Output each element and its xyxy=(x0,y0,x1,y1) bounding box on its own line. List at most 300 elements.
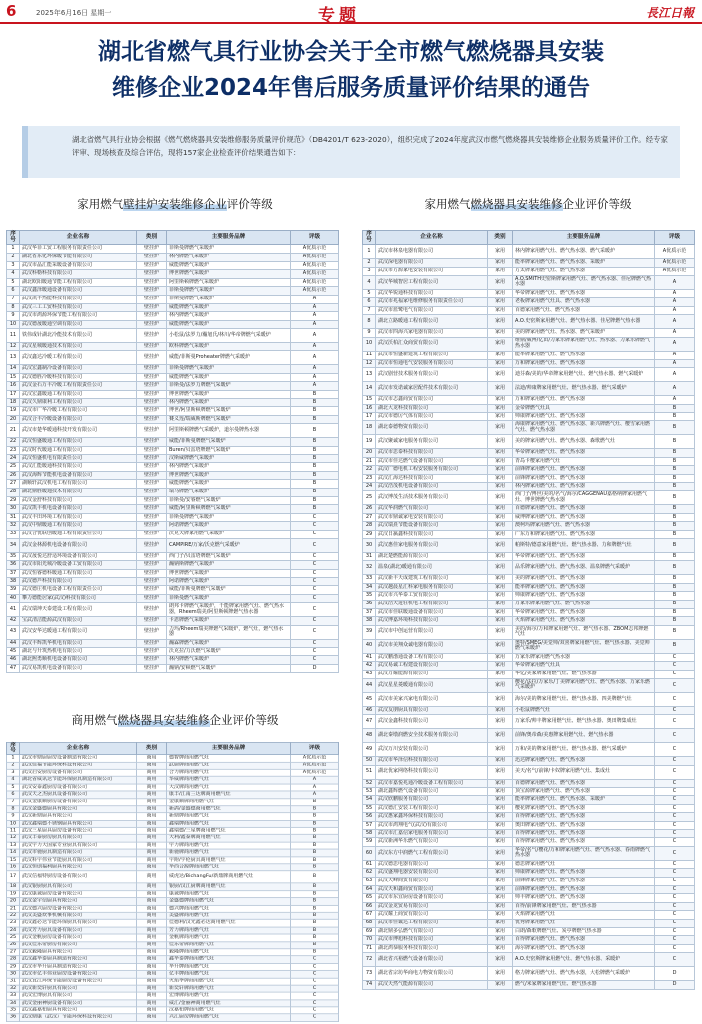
cell-index: 22 xyxy=(7,438,20,446)
cell-company: 武汉新丰天成建筑工程有限公司 xyxy=(376,575,488,583)
table-row xyxy=(363,830,695,838)
cell-index: 36 xyxy=(363,600,376,608)
cell-rating: C xyxy=(291,617,339,625)
cell-brand: 燃气/米家牌家用燃气灶、燃气热水器 xyxy=(513,981,655,989)
cell-category: 家用 xyxy=(488,706,513,714)
cell-index: 7 xyxy=(7,295,20,303)
cell-index: 30 xyxy=(363,539,376,553)
table-row xyxy=(7,480,339,488)
cell-category: 家用 xyxy=(488,435,513,449)
household-section-title: 家用燃气燃烧器具安装维修企业评价等级 xyxy=(424,197,632,211)
cell-rating: B xyxy=(655,608,695,616)
cell-index: 1 xyxy=(363,245,376,259)
cell-index: 28 xyxy=(363,522,376,530)
cell-index: 37 xyxy=(7,569,20,577)
cell-company: 武汉市楚华暖通科技开发有限公司 xyxy=(20,424,137,438)
cell-rating: C xyxy=(655,670,695,678)
cell-rating: B xyxy=(291,390,339,398)
cell-company: 武汉宇力大国家专业厨具有限公司 xyxy=(20,842,137,849)
commercial-section-title: 商用燃气燃烧器具安装维修企业评价等级 xyxy=(71,713,279,727)
cell-index: 25 xyxy=(7,934,20,941)
cell-company: 武汉宏鑫暖通工程有限公司 xyxy=(20,390,137,398)
cell-brand: 威能/菲斯曼Proheater牌燃气采暖炉 xyxy=(167,351,291,365)
col-brand: 主要服务品牌 xyxy=(167,742,291,754)
cell-rating: B xyxy=(291,857,339,864)
cell-rating: C xyxy=(291,569,339,577)
cell-index: 73 xyxy=(363,967,376,981)
table-row xyxy=(363,617,695,625)
cell-company: 武汉鑫华泰厨具制造有限公司 xyxy=(20,956,137,963)
cell-rating: B xyxy=(655,639,695,653)
cell-rating: C xyxy=(655,902,695,910)
cell-brand: 品乐牌家用燃气灶、燃气热水器、温泉牌燃气采暖炉 xyxy=(513,561,655,575)
cell-company: 武汉易诚工程建设有限公司 xyxy=(376,662,488,670)
cell-company: 湖北省威讯达节能环保厨具制造有限公司 xyxy=(20,777,137,784)
cell-rating: A优质示范 xyxy=(291,261,339,269)
cell-company: 湖北鸿恭服务科技有限公司 xyxy=(376,944,488,952)
cell-company: 湖北省宗坊华商电力物资有限公司 xyxy=(376,967,488,981)
cell-brand: 博世牌燃气采暖炉 xyxy=(167,390,291,398)
cell-category: 商用 xyxy=(137,949,167,956)
cell-company: 武汉万川安装有限公司 xyxy=(376,743,488,757)
cell-company: 武汉德胜冷暖科技有限公司 xyxy=(20,373,137,381)
cell-brand: 德思牌家用燃气灶 xyxy=(513,860,655,868)
cell-company: 武汉丰辉凯华机电有限公司 xyxy=(20,639,137,647)
cell-company: 武汉鹏渤通设备工程有限公司 xyxy=(376,653,488,661)
cell-category: 商用 xyxy=(137,755,167,762)
table-row xyxy=(7,842,339,849)
cell-category: 壁挂炉 xyxy=(137,438,167,446)
cell-rating: B xyxy=(655,617,695,625)
cell-category: 商用 xyxy=(137,1000,167,1007)
household-table xyxy=(362,230,695,990)
cell-rating: B xyxy=(291,934,339,941)
table-row xyxy=(363,953,695,967)
cell-brand: 能率牌家用燃气灶、燃气热水器 xyxy=(513,351,655,359)
cell-category: 家用 xyxy=(488,306,513,314)
table-row xyxy=(363,513,695,521)
cell-company: 湖北鼎多弘燃气有限公司 xyxy=(376,927,488,935)
table-row xyxy=(363,382,695,396)
table-row xyxy=(7,287,339,295)
cell-rating: B xyxy=(291,835,339,842)
table-row xyxy=(363,692,695,706)
cell-index: 33 xyxy=(7,530,20,538)
cell-index: 19 xyxy=(7,891,20,898)
cell-rating: C xyxy=(655,860,695,868)
table-row xyxy=(363,877,695,885)
cell-rating: B xyxy=(655,539,695,553)
cell-company: 武汉瑞熹节能设备有限公司 xyxy=(376,522,488,530)
cell-rating: A xyxy=(291,784,339,791)
cell-company: 武汉恒盛机电有限责任公司 xyxy=(20,455,137,463)
cell-rating: A xyxy=(655,289,695,297)
cell-index: 2 xyxy=(7,762,20,769)
cell-company: 武汉久鼎康利工程有限公司 xyxy=(20,399,137,407)
col-index: 序号 xyxy=(7,231,20,245)
col-category: 类别 xyxy=(137,742,167,754)
table-row xyxy=(7,561,339,569)
cell-company: 武汉市德厉气体有限公司 xyxy=(376,413,488,421)
cell-rating: B xyxy=(655,466,695,474)
cell-brand: Buren/贝雷塔牌燃气采暖炉 xyxy=(167,446,291,454)
cell-index: 48 xyxy=(363,729,376,743)
cell-index: 24 xyxy=(7,455,20,463)
table-header-row xyxy=(363,231,695,245)
cell-brand: 威能牌燃气采暖炉 xyxy=(167,303,291,311)
cell-index: 17 xyxy=(7,390,20,398)
cell-index: 4 xyxy=(363,275,376,289)
cell-category: 家用 xyxy=(488,561,513,575)
col-category: 类别 xyxy=(137,231,167,245)
cell-category: 壁挂炉 xyxy=(137,569,167,577)
cell-category: 家用 xyxy=(488,575,513,583)
table-row xyxy=(7,594,339,602)
table-row xyxy=(363,259,695,267)
cell-company: 武汉市恒通电气安装服务有限公司 xyxy=(376,359,488,367)
table-row xyxy=(7,934,339,941)
cell-category: 壁挂炉 xyxy=(137,303,167,311)
cell-rating: A xyxy=(655,306,695,314)
cell-category: 壁挂炉 xyxy=(137,496,167,504)
cell-rating: B xyxy=(291,871,339,883)
cell-brand: 卡恩牌燃气采暖炉 xyxy=(167,617,291,625)
cell-brand: 金帝牌燃气灶具 xyxy=(513,404,655,412)
cell-rating: B xyxy=(291,471,339,479)
cell-category: 家用 xyxy=(488,639,513,653)
cell-brand: 德兴牌商用燃气灶 xyxy=(167,905,291,912)
cell-brand: 华威牌商用燃气灶 xyxy=(167,777,291,784)
cell-index: 28 xyxy=(7,488,20,496)
cell-rating: C xyxy=(291,639,339,647)
cell-rating: C xyxy=(291,538,339,552)
cell-index: 28 xyxy=(7,956,20,963)
table-row xyxy=(363,765,695,779)
cell-company: 武汉市华泽信科技有限公司 xyxy=(376,757,488,765)
cell-rating: A xyxy=(655,396,695,404)
cell-company: 武汉聚诚家电服务有限公司 xyxy=(376,435,488,449)
cell-category: 家用 xyxy=(488,592,513,600)
cell-rating: C xyxy=(655,743,695,757)
table-row xyxy=(7,343,339,351)
cell-category: 家用 xyxy=(488,337,513,351)
cell-index: 65 xyxy=(363,894,376,902)
cell-company: 武汉东方中润燃气工程有限公司 xyxy=(376,846,488,860)
cell-category: 壁挂炉 xyxy=(137,471,167,479)
table-row xyxy=(363,779,695,787)
cell-company: 武汉安华达暖通工程有限公司 xyxy=(20,625,137,639)
cell-brand: 威汇/金丽神商用燃气灶 xyxy=(167,1000,291,1007)
cell-rating: A xyxy=(655,298,695,306)
cell-index: 42 xyxy=(363,662,376,670)
cell-rating: C xyxy=(291,578,339,586)
cell-brand: 威能牌燃气采暖炉 xyxy=(167,320,291,328)
cell-category: 家用 xyxy=(488,413,513,421)
headline-line-1: 湖北省燃气具行业协会关于全市燃气燃烧器具安装 xyxy=(98,39,604,65)
cell-brand: 能率牌家用燃气灶、燃气热水器 xyxy=(513,583,655,591)
cell-brand: 华升牌商用燃气灶 xyxy=(167,963,291,970)
cell-category: 家用 xyxy=(488,877,513,885)
cell-rating: C xyxy=(655,715,695,729)
table-row xyxy=(7,871,339,883)
cell-brand: 百得牌家用燃气灶、燃气热水器 xyxy=(513,830,655,838)
cell-category: 家用 xyxy=(488,796,513,804)
cell-index: 20 xyxy=(7,415,20,423)
cell-company: 武汉凯丰机电设备有限公司 xyxy=(20,505,137,513)
cell-category: 家用 xyxy=(488,779,513,787)
cell-category: 壁挂炉 xyxy=(137,373,167,381)
cell-brand: 百得/前锋牌家用燃气灶、燃气热水器 xyxy=(513,902,655,910)
cell-company: 武汉市汇嘉信家电服务有限公司 xyxy=(376,830,488,838)
table-row xyxy=(363,662,695,670)
cell-brand: 火焰季牌商用燃气灶 xyxy=(167,978,291,985)
cell-brand: 瀚钠/安顿燃气采暖炉 xyxy=(167,664,291,672)
cell-company: 武汉市鸿翔电气(武汉)有限公司 xyxy=(376,821,488,829)
cell-brand: 樱花牌家用燃气灶、燃气热水器 xyxy=(513,804,655,812)
cell-brand: 西门子/贝雷塔牌燃气采暖炉 xyxy=(167,552,291,560)
cell-rating: B xyxy=(291,798,339,805)
cell-company: 武汉凯丰热能科技有限公司 xyxy=(20,295,137,303)
cell-index: 53 xyxy=(363,788,376,796)
table-row xyxy=(363,788,695,796)
cell-rating: B xyxy=(291,827,339,834)
cell-index: 34 xyxy=(363,583,376,591)
table-row xyxy=(7,538,339,552)
table-row xyxy=(7,755,339,762)
cell-brand: 大汉牌商用燃气灶 xyxy=(167,784,291,791)
table-row xyxy=(363,466,695,474)
cell-category: 商用 xyxy=(137,813,167,820)
table-row xyxy=(7,312,339,320)
cell-company: 武汉金石万丰冷暖工程有限责任公司 xyxy=(20,382,137,390)
table-row xyxy=(7,1000,339,1007)
cell-index: 34 xyxy=(7,1000,20,1007)
cell-index: 2 xyxy=(363,259,376,267)
cell-index: 51 xyxy=(363,765,376,779)
cell-brand: 菲斯曼牌燃气采暖炉 xyxy=(167,513,291,521)
cell-brand: 百得牌家用燃气灶、燃气热水器 xyxy=(513,838,655,846)
cell-company: 武汉市美翔众诚电器有限公司 xyxy=(376,639,488,653)
cell-company: 武汉鑫必达节能环保厨具有限公司 xyxy=(20,920,137,927)
table-row xyxy=(7,446,339,454)
cell-rating: B xyxy=(291,496,339,504)
cell-category: 商用 xyxy=(137,835,167,842)
cell-rating: B xyxy=(291,463,339,471)
cell-company: 武汉天峰商贸有限公司 xyxy=(376,877,488,885)
cell-brand: 美天/名气/前锋/卡奴牌家用燃气灶、集成灶 xyxy=(513,765,655,779)
cell-company: 武汉市思泰科技有限公司 xyxy=(376,449,488,457)
cell-brand: 前锋牌家用燃气灶、燃气热水器 xyxy=(513,466,655,474)
cell-rating: C xyxy=(291,656,339,664)
table-row xyxy=(7,1014,339,1021)
table-row xyxy=(363,885,695,893)
cell-company: 武汉惠家鑫环保科技有限公司 xyxy=(376,813,488,821)
cell-category: 商用 xyxy=(137,791,167,798)
cell-brand: 汉嘉柏牌商用燃气灶 xyxy=(167,1007,291,1014)
cell-index: 22 xyxy=(363,466,376,474)
cell-company: 武汉康诚厨房设备有限公司 xyxy=(20,891,137,898)
cell-company: 武汉金盛德厨具有限公司 xyxy=(20,806,137,813)
cell-brand: 美的牌家用燃气灶、燃气热水器、森歌燃气灶 xyxy=(513,435,655,449)
cell-category: 商用 xyxy=(137,871,167,883)
table-row xyxy=(7,488,339,496)
cell-brand: 美盛牌商用燃气灶 xyxy=(167,912,291,919)
cell-index: 18 xyxy=(7,883,20,890)
cell-rating: C xyxy=(291,522,339,530)
table-row xyxy=(7,827,339,834)
table-row xyxy=(7,941,339,948)
cell-rating: C xyxy=(655,911,695,919)
cell-company: 武汉华菲工贸工程服务有限责任公司 xyxy=(20,245,137,253)
cell-brand: A.O.史密斯牌家用燃气灶、燃气热水器、采暖炉 xyxy=(513,953,655,967)
table-row xyxy=(7,303,339,311)
cell-brand: 兴汇厨房牌商用燃气灶 xyxy=(167,1014,291,1021)
cell-index: 37 xyxy=(363,608,376,616)
cell-category: 商用 xyxy=(137,777,167,784)
cell-rating: C xyxy=(655,678,695,692)
cell-category: 商用 xyxy=(137,864,167,871)
cell-company: 湖北省东化环保暖节能有限公司 xyxy=(20,253,137,261)
cell-category: 商用 xyxy=(137,912,167,919)
cell-index: 16 xyxy=(7,864,20,871)
cell-rating: A xyxy=(291,791,339,798)
table-row xyxy=(363,491,695,505)
cell-rating: C xyxy=(655,662,695,670)
cell-rating: C xyxy=(291,603,339,617)
cell-rating: B xyxy=(291,883,339,890)
cell-brand: 宇附/宇伦厨具商用燃气灶 xyxy=(167,857,291,864)
cell-rating: B xyxy=(655,561,695,575)
cell-rating: C xyxy=(655,653,695,661)
cell-category: 家用 xyxy=(488,678,513,692)
cell-company: 武汉市兴华泰工贸有限公司 xyxy=(376,592,488,600)
cell-brand: 万家乐牌家用燃气灶、燃气热水器 xyxy=(513,600,655,608)
table-row xyxy=(363,435,695,449)
cell-index: 16 xyxy=(363,404,376,412)
cell-brand: 万和牌家用燃气灶、燃气热水器 xyxy=(513,359,655,367)
page-number: 6 xyxy=(6,2,17,20)
cell-rating: B xyxy=(291,480,339,488)
cell-rating: C xyxy=(655,919,695,927)
cell-index: 57 xyxy=(363,821,376,829)
cell-rating: C xyxy=(655,821,695,829)
table-row xyxy=(363,804,695,812)
cell-rating: C xyxy=(655,894,695,902)
cell-rating: C xyxy=(291,985,339,992)
cell-rating: C xyxy=(291,530,339,538)
cell-company: 武汉鼎康（武汉）节能环保科技有限公司 xyxy=(20,1014,137,1021)
cell-index: 67 xyxy=(363,911,376,919)
cell-category: 商用 xyxy=(137,905,167,912)
cell-brand: 奥特/SMEG/美觉帅/双喜牌家用燃气灶、燃气热水器、美觉帅燃气采暖炉 xyxy=(513,639,655,653)
cell-company: 武汉天和鑫商贸有限公司 xyxy=(376,885,488,893)
cell-brand: 菲斯曼/安睿燃气采暖炉 xyxy=(167,496,291,504)
cell-index: 31 xyxy=(363,553,376,561)
cell-category: 家用 xyxy=(488,298,513,306)
cell-rating: C xyxy=(291,586,339,594)
cell-category: 商用 xyxy=(137,927,167,934)
cell-rating: C xyxy=(655,869,695,877)
cell-brand: 华帝牌家用燃气灶、燃气热水器 xyxy=(513,553,655,561)
cell-brand: 賽义莲/瑞威斯牌燃气采暖炉 xyxy=(167,415,291,423)
table-row xyxy=(7,978,339,985)
cell-index: 22 xyxy=(7,912,20,919)
table-row xyxy=(7,522,339,530)
cell-company: 武汉万耀能源有限公司 xyxy=(376,670,488,678)
cell-index: 46 xyxy=(363,706,376,714)
headline xyxy=(0,34,702,106)
cell-brand: 菲斯曼牌燃气采暖炉 xyxy=(167,287,291,295)
cell-brand: 万家乐/帅丰牌家用燃气灶、燃气热水器、奥田牌集成灶 xyxy=(513,715,655,729)
cell-index: 4 xyxy=(7,270,20,278)
cell-index: 9 xyxy=(363,329,376,337)
cell-company: 湖北欧阳暖通节能工程有限公司 xyxy=(20,278,137,286)
col-rating: 评级 xyxy=(291,231,339,245)
table-row xyxy=(363,846,695,860)
cell-brand: 火焰牌家用燃气灶、燃气热水器 xyxy=(513,617,655,625)
cell-rating: A xyxy=(655,275,695,289)
table-row xyxy=(363,729,695,743)
cell-company: 武汉新洲华乐燃气有限公司 xyxy=(376,838,488,846)
cell-company: 武汉金康顺厨房设备有限公司 xyxy=(20,798,137,805)
cell-company: 武汉耀上商贸有限公司 xyxy=(376,911,488,919)
cell-brand: 美的牌家用燃气灶、热水器、燃气采暖炉 xyxy=(513,329,655,337)
table-row xyxy=(363,869,695,877)
cell-brand: 汉斯威牌燃气采暖炉 xyxy=(167,455,291,463)
table-row xyxy=(7,407,339,415)
cell-brand: 林内牌燃气采暖炉 xyxy=(167,312,291,320)
cell-brand: 威能/阿里斯顿牌燃气采暖炉 xyxy=(167,505,291,513)
cell-brand: 林内牌燃气采暖炉 xyxy=(167,253,291,261)
cell-index: 14 xyxy=(363,382,376,396)
cell-rating: B xyxy=(655,575,695,583)
cell-company: 武汉恒创福利厨具有限公司 xyxy=(20,864,137,871)
cell-category: 商用 xyxy=(137,978,167,985)
cell-index: 8 xyxy=(7,806,20,813)
cell-rating: B xyxy=(655,625,695,639)
cell-category: 壁挂炉 xyxy=(137,351,167,365)
cell-brand: 鑫华泰牌商用燃气灶 xyxy=(167,956,291,963)
cell-rating: A xyxy=(291,365,339,373)
cell-brand: 华帝牌家用燃气灶、燃气热水器 xyxy=(513,608,655,616)
cell-index: 27 xyxy=(363,513,376,521)
table-row xyxy=(363,421,695,435)
cell-rating: A xyxy=(291,382,339,390)
cell-brand: 林内牌家用燃气灶、燃气热水器、燃气采暖炉 xyxy=(513,245,655,259)
cell-category: 壁挂炉 xyxy=(137,664,167,672)
cell-rating: C xyxy=(291,561,339,569)
cell-rating: C xyxy=(291,648,339,656)
cell-brand: 博世牌燃气采暖炉 xyxy=(167,270,291,278)
cell-index: 1 xyxy=(7,245,20,253)
cell-index: 69 xyxy=(363,927,376,935)
cell-index: 32 xyxy=(363,561,376,575)
cell-rating: B xyxy=(291,891,339,898)
col-index: 序号 xyxy=(363,231,376,245)
cell-brand: 前锋牌家用燃气灶、燃气热水器 xyxy=(513,474,655,482)
cell-index: 45 xyxy=(7,648,20,656)
cell-index: 29 xyxy=(363,530,376,538)
cell-brand: 方太牌家用燃气灶、燃气热水器 xyxy=(513,267,655,275)
cell-category: 壁挂炉 xyxy=(137,415,167,423)
cell-brand: 芳力牌商用燃气灶 xyxy=(167,927,291,934)
cell-category: 壁挂炉 xyxy=(137,390,167,398)
cell-company: 武汉宏鑫制冷设备有限公司 xyxy=(20,365,137,373)
cell-index: 38 xyxy=(7,578,20,586)
cell-category: 壁挂炉 xyxy=(137,399,167,407)
cell-rating: C xyxy=(655,813,695,821)
cell-index: 47 xyxy=(363,715,376,729)
